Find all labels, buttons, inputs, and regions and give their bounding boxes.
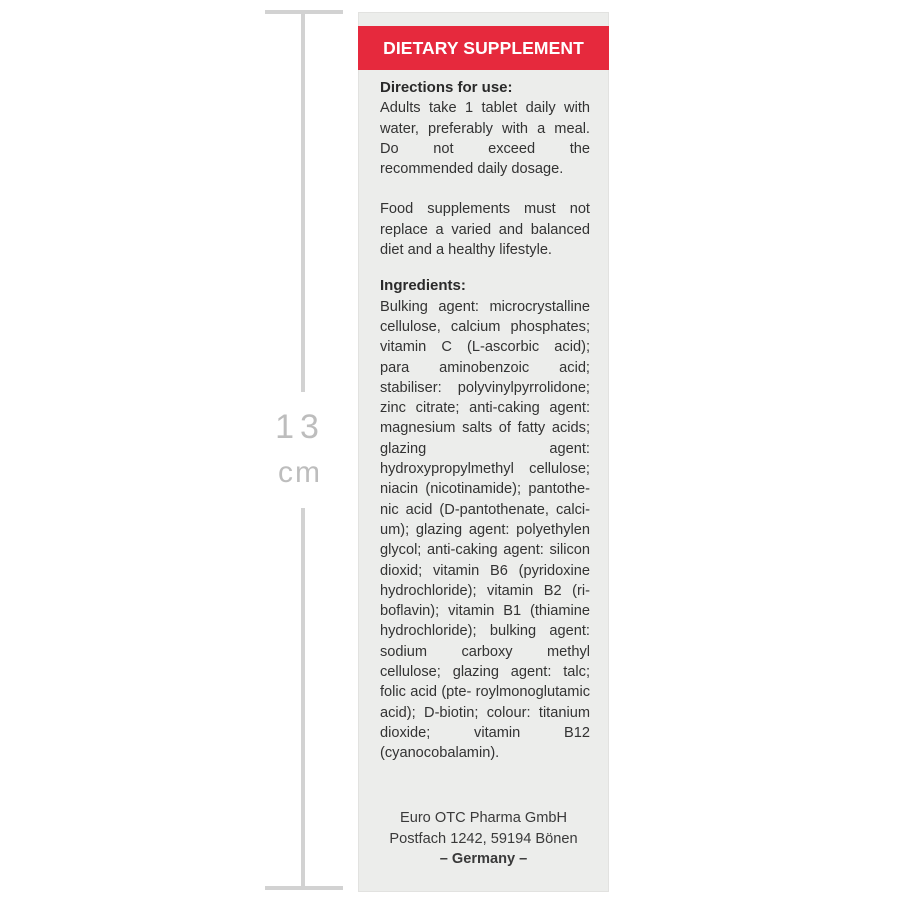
dietary-supplement-banner: DIETARY SUPPLEMENT (358, 26, 609, 70)
ingredients-heading: Ingredients: (380, 277, 466, 295)
warning-text: Food supplements must not replace a varied and balanced diet and a healthy lifestyle. (380, 201, 590, 259)
ingredients-text: Bulking agent: microcrystalline cellulose, calcium phosphates; vitamin C (L-ascorbic acid); para aminobenzoic acid; stabiliser: polyvinylpyrrolidone; zinc citrate; anti-caking agent: magnesium salts of fatty acids; glazing agent: hydroxypropylmethyl cellulose; niacin (nicotinamide); pantothe- nic acid (D-pantothenate, calci- um); glazing agent: polyethylen glycol; anti-caking agent: silicon dioxid; vitamin B6 (pyridoxine hydrochloride); vitamin B2 (ri- boflavin); vitamin B1 (thiamine hydrochloride); bulking agent: sodium carboxy methyl cellulose; glazing agent: talc; folic acid (pte- roylmonoglutamic acid); D-biotin; colour: titanium dioxide; vitamin B12 (cyanocobalamin). (380, 298, 590, 762)
manufacturer-country: – Germany – (439, 851, 528, 867)
label-content (380, 78, 590, 764)
manufacturer-name: Euro OTC Pharma GmbH (399, 810, 568, 826)
manufacturer-address: Postfach 1242, 59194 Bönen (389, 830, 578, 847)
ruler-lower-line (301, 508, 305, 888)
package-side-panel (358, 12, 609, 892)
manufacturer-block (358, 808, 609, 870)
ruler-unit: cm (278, 456, 322, 489)
directions-text: Adults take 1 tablet daily with water, preferably with a meal. Do not exceed the recommended daily dosage. (380, 100, 590, 178)
directions-heading: Directions for use: (380, 79, 513, 96)
ruler-bottom-cap (265, 886, 343, 890)
ruler-upper-line (301, 12, 305, 392)
ruler-number: 13 (275, 408, 325, 446)
